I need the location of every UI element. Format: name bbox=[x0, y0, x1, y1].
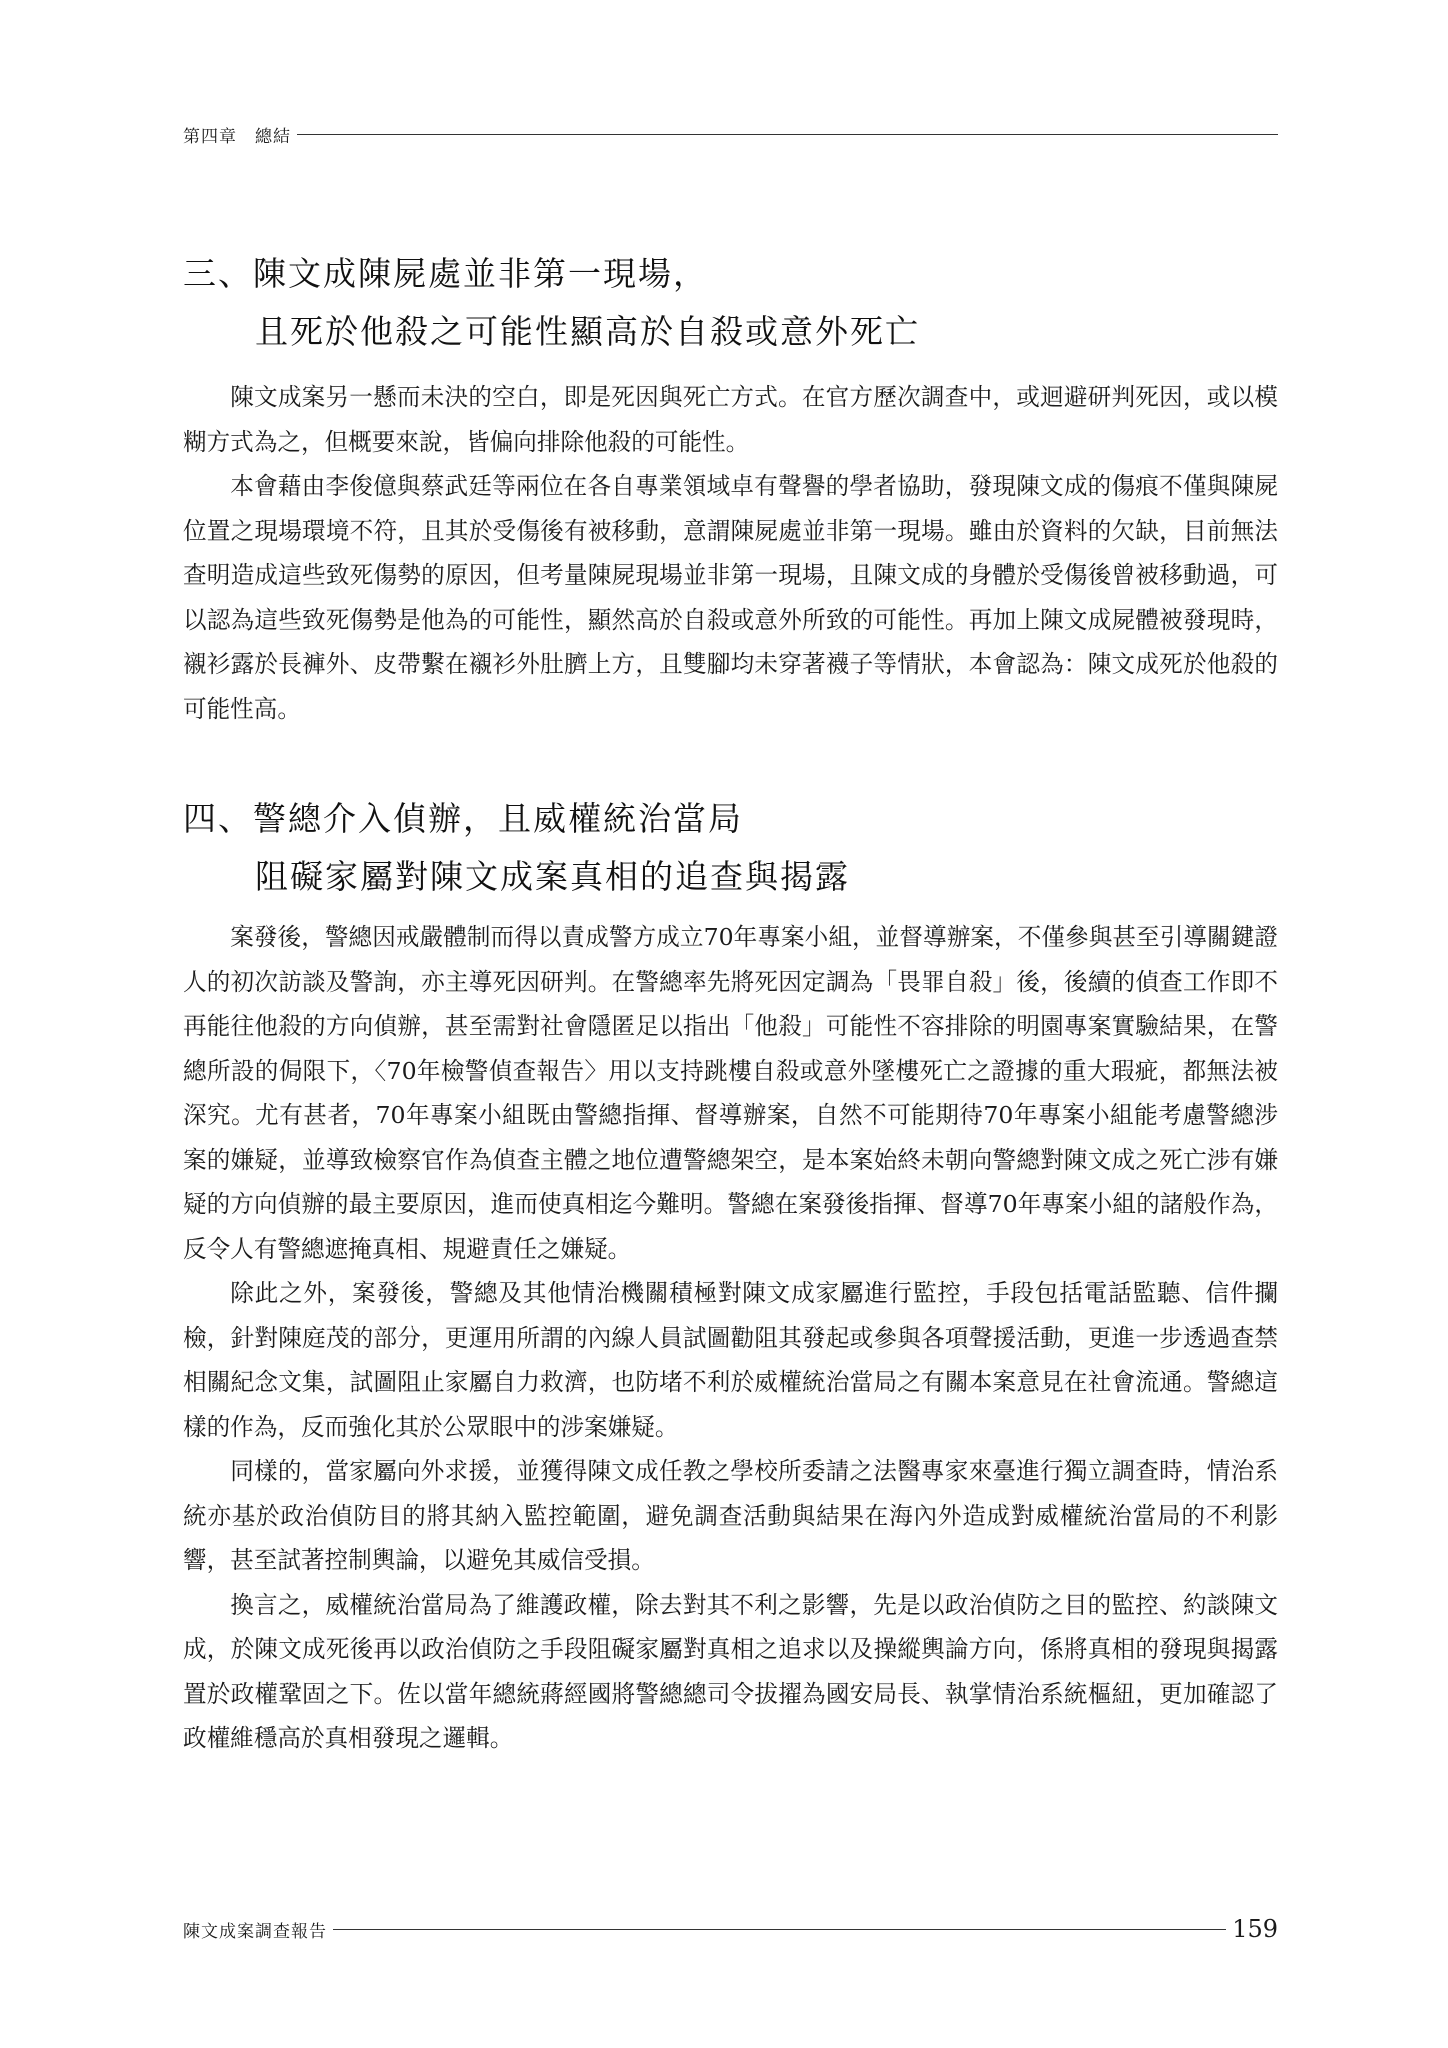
paragraph: 本會藉由李俊億與蔡武廷等兩位在各自專業領域卓有聲譽的學者協助，發現陳文成的傷痕不僅與陳屍位置之現場環境不符，且其於受傷後有被移動，意謂陳屍處並非第一現場。雖由於資料的欠缺，目前無法查明造成這些致死傷勢的原因，但考量陳屍現場並非第一現場，且陳文成的身體於受傷後曾被移動過，可以認為這些致死傷勢是他為的可能性，顯然高於自殺或意外所致的可能性。再加上陳文成屍體被發現時，襯衫露於長褲外、皮帶繫在襯衫外肚臍上方，且雙腳均未穿著襪子等情狀，本會認為：陳文成死於他殺的可能性高。 bbox=[183, 472, 1278, 723]
running-header bbox=[183, 120, 1278, 148]
paragraph: 案發後，警總因戒嚴體制而得以責成警方成立70年專案小組，並督導辦案，不僅參與甚至引導關鍵證人的初次訪談及警詢，亦主導死因研判。在警總率先將死因定調為「畏罪自殺」後，後續的偵查工作即不再能往他殺的方向偵辦，甚至需對社會隱匿足以指出「他殺」可能性不容排除的明園專案實驗結果，在警總所設的侷限下，〈70年檢警偵查報告〉用以支持跳樓自殺或意外墜樓死亡之證據的重大瑕疵，都無法被深究。尤有甚者，70年專案小組既由警總指揮、督導辦案，自然不可能期待70年專案小組能考慮警總涉案的嫌疑，並導致檢察官作為偵查主體之地位遭警總架空，是本案始終未朝向警總對陳文成之死亡涉有嫌疑的方向偵辦的最主要原因，進而使真相迄今難明。警總在案發後指揮、督導70年專案小組的諸般作為，反令人有警總遮掩真相、規避責任之嫌疑。 bbox=[183, 923, 1278, 1263]
paragraph: 除此之外，案發後，警總及其他情治機關積極對陳文成家屬進行監控，手段包括電話監聽、信件攔檢，針對陳庭茂的部分，更運用所謂的內線人員試圖勸阻其發起或參與各項聲援活動，更進一步透過查禁相關紀念文集，試圖阻止家屬自力救濟，也防堵不利於威權統治當局之有關本案意見在社會流通。警總這樣的作為，反而強化其於公眾眼中的涉案嫌疑。 bbox=[183, 1279, 1278, 1441]
footer-rule bbox=[333, 1929, 1226, 1930]
section-4-title-line1: 四、警總介入偵辦，且威權統治當局 bbox=[183, 799, 743, 838]
chapter-label: 第四章 總結 bbox=[183, 126, 291, 147]
running-footer bbox=[183, 1914, 1278, 1944]
section-3-title-line1: 三、陳文成陳屍處並非第一現場， bbox=[183, 254, 708, 293]
section-3-body bbox=[183, 375, 1278, 731]
header-rule bbox=[297, 134, 1278, 135]
section-4-title-line2: 阻礙家屬對陳文成案真相的追查與揭露 bbox=[255, 857, 850, 896]
paragraph: 換言之，威權統治當局為了維護政權，除去對其不利之影響，先是以政治偵防之目的監控、約談陳文成，於陳文成死後再以政治偵防之手段阻礙家屬對真相之追求以及操縱輿論方向，係將真相的發現與揭露置於政權鞏固之下。佐以當年總統蔣經國將警總總司令拔擢為國安局長、執掌情治系統樞紐，更加確認了政權維穩高於真相發現之邏輯。 bbox=[183, 1590, 1278, 1752]
section-4-heading bbox=[183, 790, 850, 906]
paragraph: 陳文成案另一懸而未決的空白，即是死因與死亡方式。在官方歷次調查中，或迴避研判死因，或以模糊方式為之，但概要來說，皆偏向排除他殺的可能性。 bbox=[183, 383, 1278, 456]
report-title: 陳文成案調查報告 bbox=[183, 1921, 327, 1942]
section-3-title-line2: 且死於他殺之可能性顯高於自殺或意外死亡 bbox=[255, 312, 920, 351]
paragraph: 同樣的，當家屬向外求援，並獲得陳文成任教之學校所委請之法醫專家來臺進行獨立調查時，情治系統亦基於政治偵防目的將其納入監控範圍，避免調查活動與結果在海內外造成對威權統治當局的不利影響，甚至試著控制輿論，以避免其威信受損。 bbox=[183, 1457, 1278, 1574]
section-4-body bbox=[183, 915, 1278, 1761]
section-3-heading bbox=[183, 245, 920, 361]
page-number: 159 bbox=[1232, 1915, 1278, 1943]
